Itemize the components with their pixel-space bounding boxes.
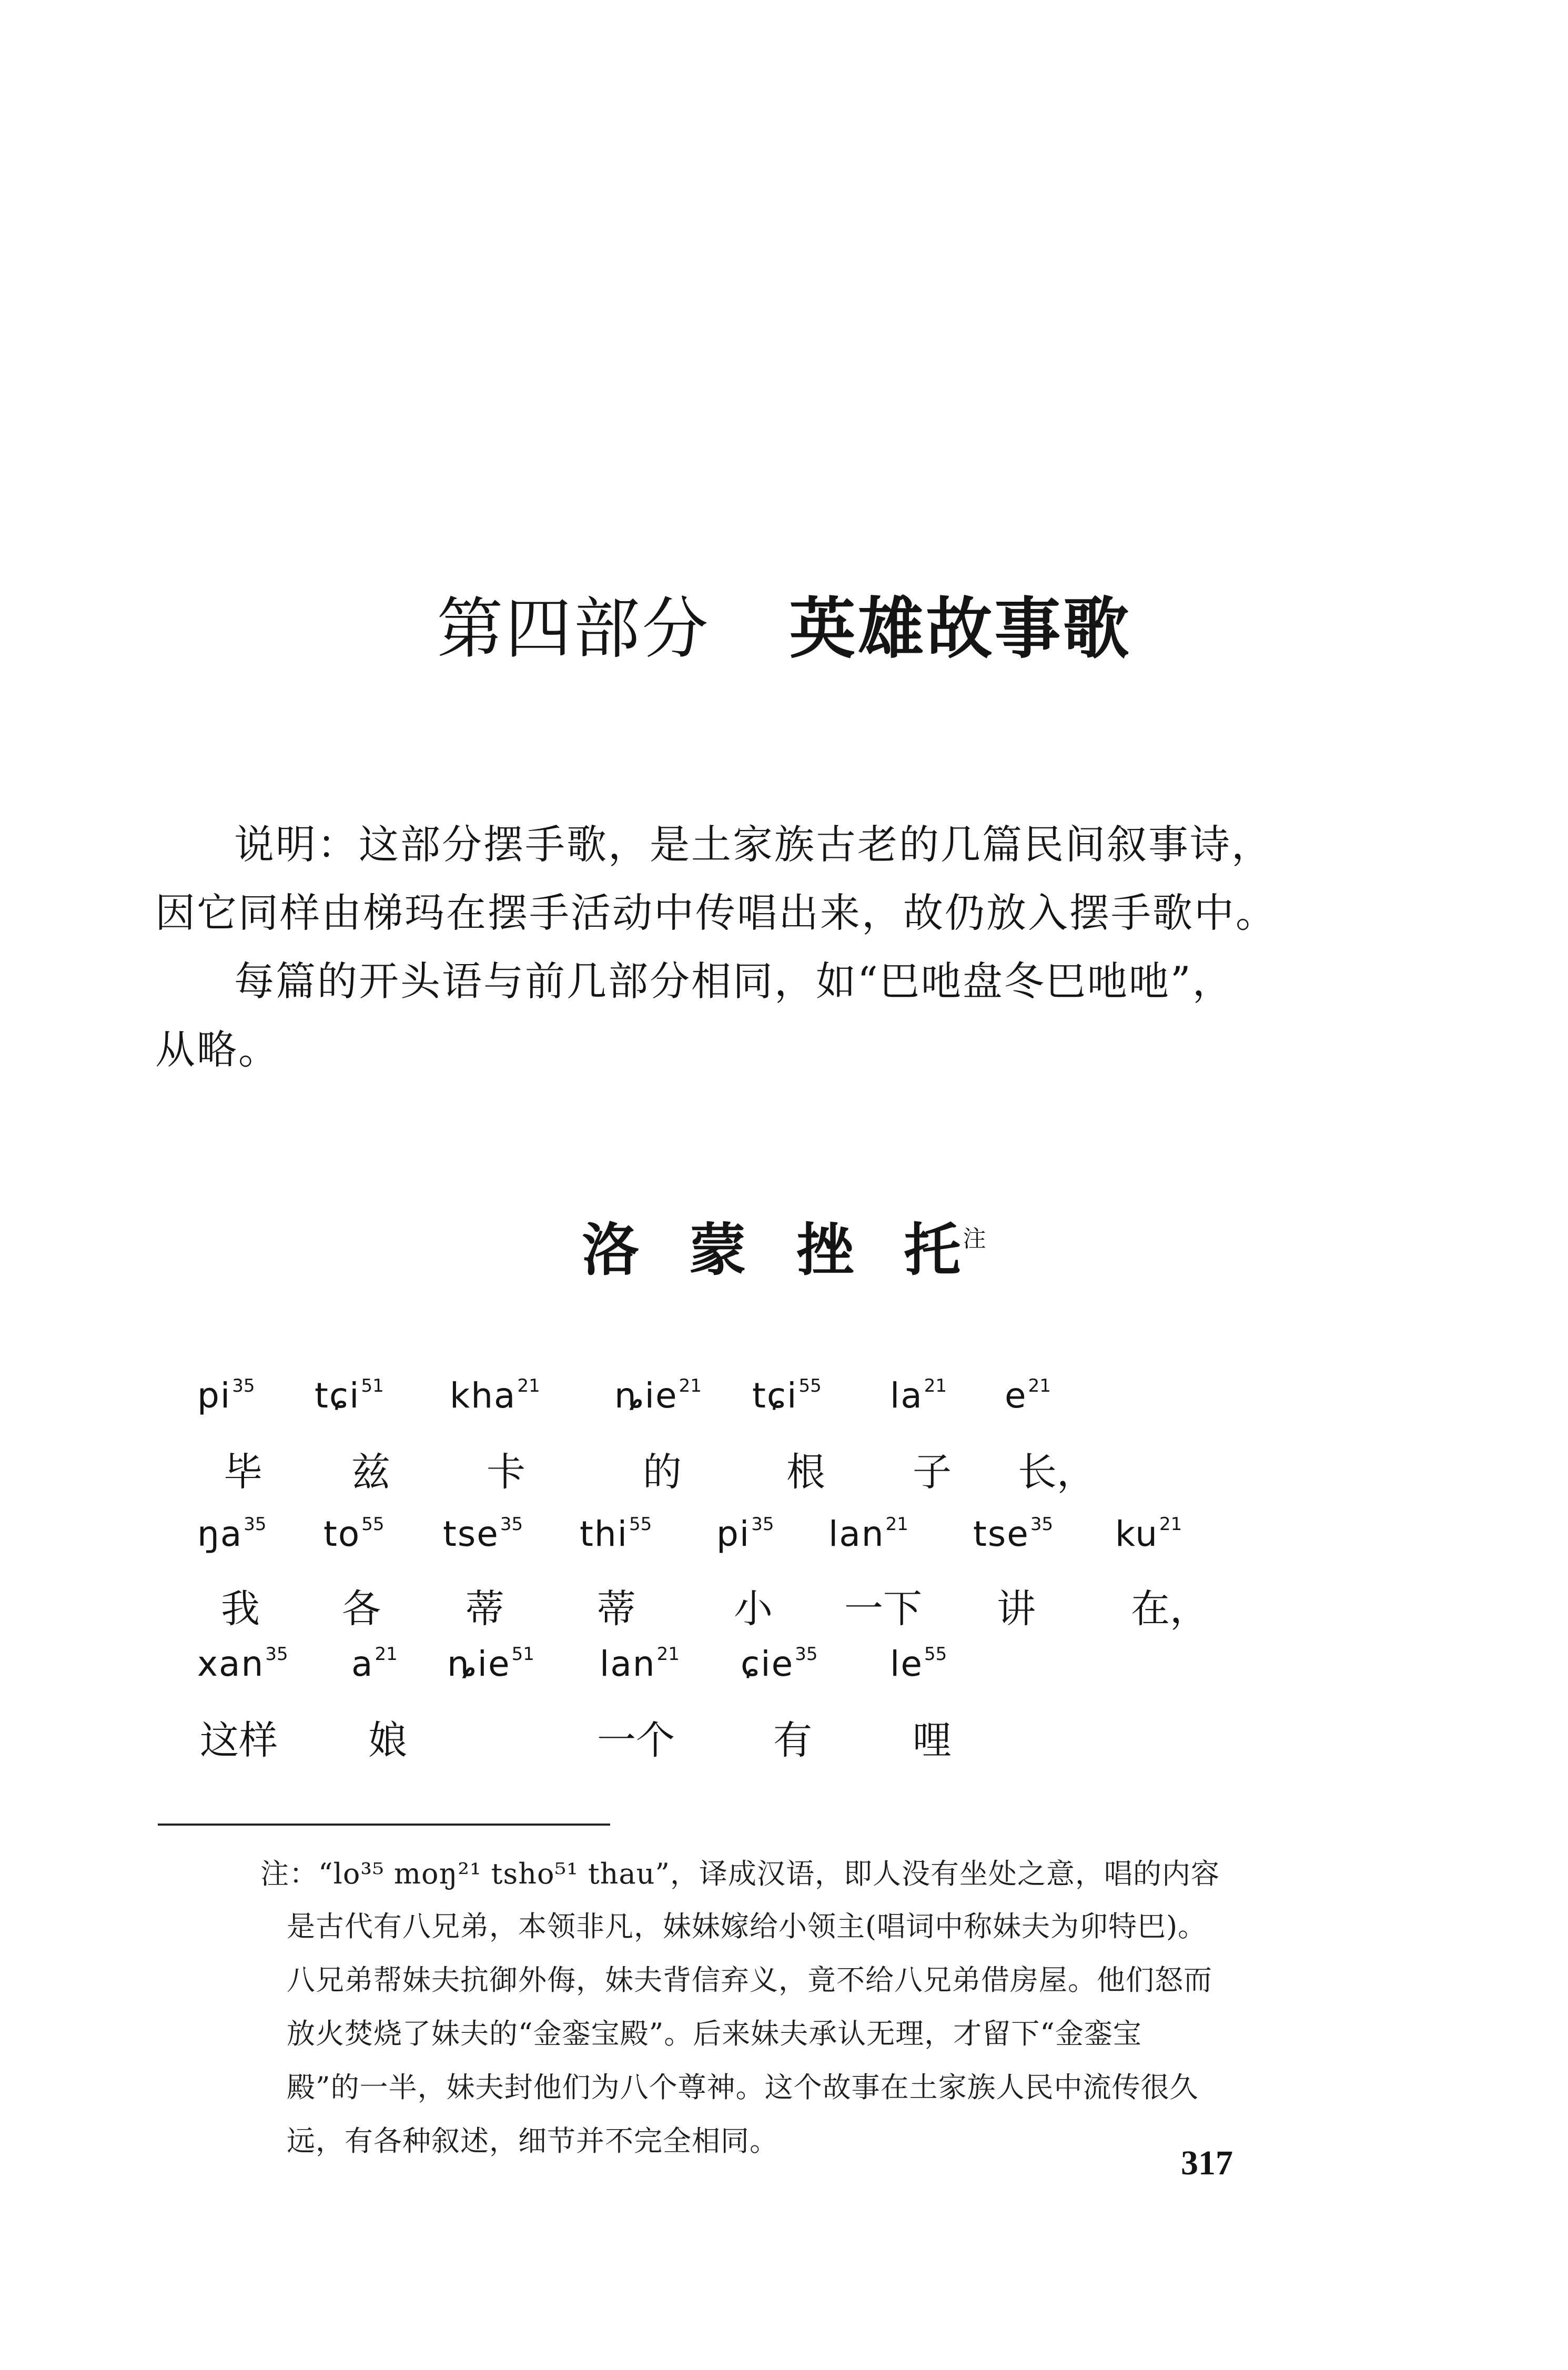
hanzi-gloss: 长， (1018, 1450, 1096, 1495)
romanized-word: $pi^{35}$ (197, 1375, 255, 1416)
poem-title-char: 挫 (796, 1217, 854, 1283)
poem-title-char (904, 1204, 986, 1286)
poem-title (0, 1204, 1568, 1286)
hanzi-gloss: 娘 (368, 1718, 407, 1763)
hanzi-gloss: 哩 (913, 1718, 952, 1763)
poem-title-char: 蒙 (689, 1217, 746, 1283)
intro-line: 说明：这部分摆手歌，是土家族古老的几篇民间叙事诗， (234, 821, 1273, 868)
hanzi-gloss: 一个 (597, 1718, 675, 1763)
romanized-word: ɕie$^{35}$ (741, 1644, 818, 1684)
intro-line: 每篇的开头语与前几部分相同，如“巴吔盘冬巴吔吔”， (234, 958, 1234, 1005)
hanzi-gloss: 我 (221, 1586, 260, 1632)
romanized-word: $to^{55}$ (323, 1514, 385, 1554)
footnote-line: 放火焚烧了妹夫的“金銮宝殿”。后来妹夫承认无理，才留下“金銮宝 (287, 2017, 1142, 2050)
footnote-line: 殿”的一半，妹夫封他们为八个尊神。这个故事在土家族人民中流传很久 (287, 2071, 1199, 2104)
romanized-word: lan$^{21}$ (828, 1514, 908, 1554)
romanized-word: $ku^{21}$ (1115, 1514, 1182, 1554)
poem-title-last-char: 托 (904, 1217, 961, 1283)
hanzi-gloss: 根 (786, 1450, 825, 1495)
intro-line: 因它同样由梯玛在摆手活动中传唱出来，故仍放入摆手歌中。 (155, 889, 1277, 936)
hanzi-gloss: 小 (734, 1586, 773, 1632)
hanzi-gloss: 子 (913, 1450, 952, 1495)
romanized-word: xan$^{35}$ (197, 1644, 288, 1684)
romanized-word: tɕi$^{51}$ (315, 1375, 384, 1416)
romanized-word: thi$^{55}$ (580, 1514, 652, 1554)
hanzi-gloss: 卡 (487, 1450, 525, 1495)
hanzi-gloss: 兹 (351, 1450, 390, 1495)
poem-title-note-mark: 注 (963, 1225, 986, 1252)
hanzi-gloss: 毕 (224, 1450, 262, 1495)
intro-line: 从略。 (155, 1026, 280, 1073)
romanized-word: ȵie$^{51}$ (447, 1644, 534, 1684)
footnote-line: 是古代有八兄弟，本领非凡，妹妹嫁给小领主(唱词中称妹夫为卯特巴)。 (287, 1910, 1207, 1943)
romanized-word: $la^{21}$ (890, 1375, 947, 1416)
romanized-word: $a^{21}$ (351, 1644, 398, 1684)
page-number: 317 (1181, 2144, 1233, 2182)
footnote-line: 远，有各种叙述，细节并不完全相同。 (287, 2124, 778, 2158)
romanized-word: $e^{21}$ (1005, 1375, 1051, 1416)
part-title (0, 576, 1568, 671)
romanized-word: kha$^{21}$ (450, 1375, 540, 1416)
footnote-line: 注：“lo³⁵ moŋ²¹ tsho⁵¹ thau”，译成汉语，即人没有坐处之意，唱的内容 (260, 1857, 1220, 1890)
part-title-number: 第四部分 (437, 590, 711, 667)
romanized-word: $pi^{35}$ (716, 1514, 774, 1554)
hanzi-gloss: 蒂 (466, 1586, 504, 1632)
romanized-word: ȵie$^{21}$ (614, 1375, 702, 1416)
hanzi-gloss: 的 (643, 1450, 682, 1495)
part-title-name: 英雄故事歌 (789, 590, 1131, 667)
romanized-word: $ŋa^{35}$ (197, 1514, 267, 1554)
hanzi-gloss: 在， (1131, 1586, 1209, 1632)
hanzi-gloss: 讲 (997, 1586, 1036, 1632)
hanzi-gloss: 这样 (200, 1718, 278, 1763)
footnote-line: 八兄弟帮妹夫抗御外侮，妹夫背信弃义，竟不给八兄弟借房屋。他们怒而 (287, 1963, 1212, 1997)
romanized-word: tse$^{35}$ (973, 1514, 1054, 1554)
romanized-word: $le^{55}$ (890, 1644, 947, 1684)
romanized-word: tse$^{35}$ (443, 1514, 523, 1554)
footnote-divider (158, 1824, 610, 1826)
hanzi-gloss: 有 (773, 1718, 812, 1763)
romanized-word: lan$^{21}$ (600, 1644, 680, 1684)
poem-title-char: 洛 (582, 1217, 639, 1283)
hanzi-gloss: 蒂 (597, 1586, 636, 1632)
romanized-word: tɕi$^{55}$ (752, 1375, 822, 1416)
hanzi-gloss: 一下 (844, 1586, 922, 1632)
hanzi-gloss: 各 (342, 1586, 381, 1632)
